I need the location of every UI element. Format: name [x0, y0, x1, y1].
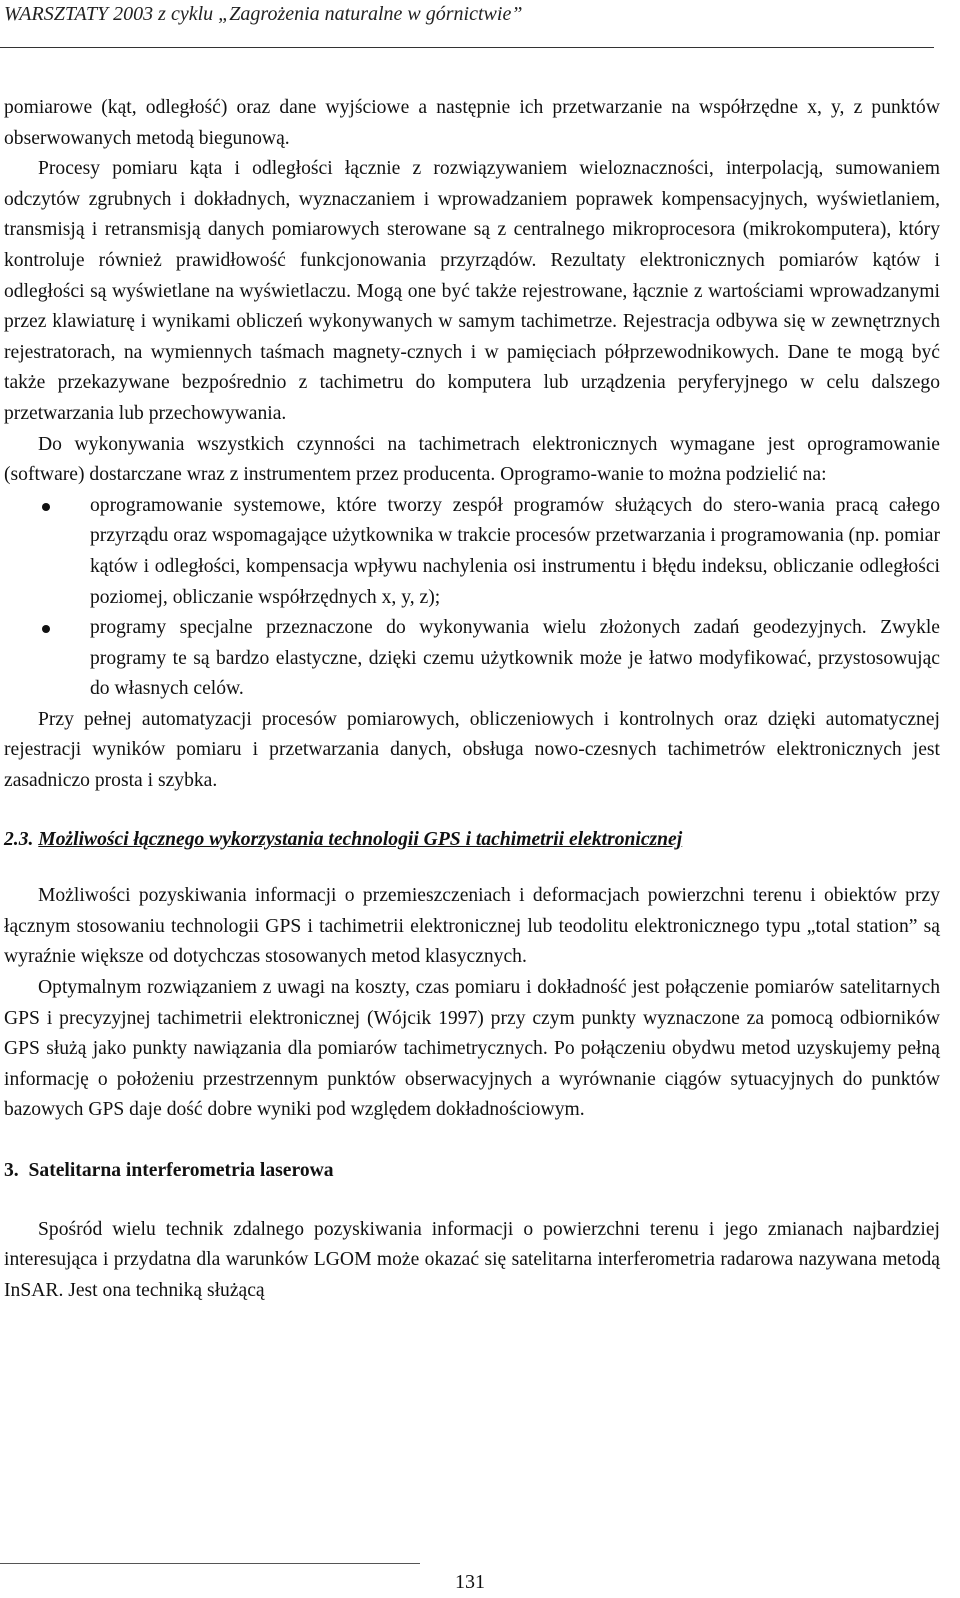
page-body — [4, 93, 940, 1306]
paragraph: Do wykonywania wszystkich czynności na tachimetrach elektronicznych wymagane jest oprogramowanie (software) dostarczane wraz z instrumentem przez producenta. Oprogramo-wanie to można podzielić na: — [4, 433, 940, 486]
bullet-icon — [42, 503, 50, 511]
footer-divider — [0, 1563, 420, 1564]
running-header: WARSZTATY 2003 z cyklu „Zagrożenia naturalne w górnictwie” — [4, 3, 523, 25]
bullet-list — [4, 491, 940, 705]
paragraph: Spośród wielu technik zdalnego pozyskiwania informacji o powierzchni terenu i jego zmianach najbardziej interesująca i przydatna dla warunków LGOM może okazać się satelitarna interferometria radarowa nazywana metodą InSAR. Jest ona techniką służącą — [4, 1218, 940, 1301]
page-number: 131 — [455, 1571, 485, 1593]
section-title: Satelitarna interferometria laserowa — [28, 1160, 334, 1181]
paragraph: Procesy pomiaru kąta i odległości łącznie z rozwiązywaniem wieloznaczności, interpolacją, sumowaniem odczytów zgrubnych i dokładnych, wyznaczaniem i wprowadzaniem poprawek kompensacyjnych, wyświetlaniem, transmisją i retransmisją danych pomiarowych sterowane są z centralnego mikroprocesora (mikrokomputera), który kontroluje również prawidłowość funkcjonowania przyrządów. Rezultaty elektronicznych pomiarów kątów i odległości są wyświetlane na wyświetlaczu. Mogą one być także rejestrowane, łącznie z wartościami wprowadzanymi przez klawiaturę i wynikami obliczeń wykonywanych w samym tachimetrze. Rejestracja odbywa się w zewnętrznych rejestratorach, na wymiennych taśmach magnety-cznych i w pamięciach półprzewodnikowych. Dane te mogą być także przekazywane bezpośrednio z tachimetru do komputera lub urządzenia peryferyjnego w celu dalszego przetwarzania lub przechowywania. — [4, 158, 940, 424]
bullet-icon — [42, 625, 50, 633]
list-item-text: oprogramowanie systemowe, które tworzy zespół programów służących do stero-wania pracą całego przyrządu oraz wspomagające użytkownika w trakcie procesów przetwarzania i programowania (np. pomiar kątów i odległości, kompensacja wpływu nachylenia osi instrumentu i błędu indeksu, obliczanie odległości poziomej, obliczanie współrzędnych x, y, z); — [90, 494, 940, 608]
section-number: 3. — [4, 1160, 19, 1181]
section-title: Możliwości łącznego wykorzystania technologii GPS i tachimetrii elektronicznej — [38, 828, 683, 850]
section-heading-3 — [4, 1156, 940, 1187]
list-item-text: programy specjalne przeznaczone do wykonywania wielu złożonych zadań geodezyjnych. Zwykle programy te są bardzo elastyczne, dzięki czemu użytkownik może je łatwo modyfikować, przystosowując do własnych celów. — [90, 617, 940, 700]
paragraph: Optymalnym rozwiązaniem z uwagi na koszty, czas pomiaru i dokładność jest połączenie pomiarów satelitarnych GPS i precyzyjnej tachimetrii elektronicznej (Wójcik 1997) przy czym punkty wyznaczone za pomocą odbiorników GPS służą jako punkty nawiązania dla pomiarów tachimetrycznych. Po połączeniu obydwu metod uzyskujemy pełną informację o położeniu przestrzennym punktów obserwacyjnych a wyrównanie ciągów sytuacyjnych do punktów bazowych GPS daje dość dobre wyniki pod względem dokładnościowym. — [4, 977, 940, 1121]
header-divider — [0, 47, 934, 48]
list-item — [4, 491, 940, 613]
paragraph: pomiarowe (kąt, odległość) oraz dane wyjściowe a następnie ich przetwarzanie na współrzędne x, y, z punktów obserwowanych metodą biegunową. — [4, 97, 940, 149]
section-heading-2-3 — [4, 825, 940, 856]
paragraph: Przy pełnej automatyzacji procesów pomiarowych, obliczeniowych i kontrolnych oraz dzięki automatycznej rejestracji wyników pomiaru i przetwarzania danych, obsługa nowo-czesnych tachimetrów elektronicznych jest zasadniczo prosta i szybka. — [4, 708, 940, 792]
section-number: 2.3. — [4, 828, 34, 850]
paragraph: Możliwości pozyskiwania informacji o przemieszczeniach i deformacjach powierzchni terenu i obiektów przy łącznym stosowaniu technologii GPS i tachimetrii elektronicznej lub teodolitu elektronicznego typu „total station” są wyraźnie większe od dotychczas stosowanych metod klasycznych. — [4, 885, 940, 968]
list-item — [4, 613, 940, 705]
